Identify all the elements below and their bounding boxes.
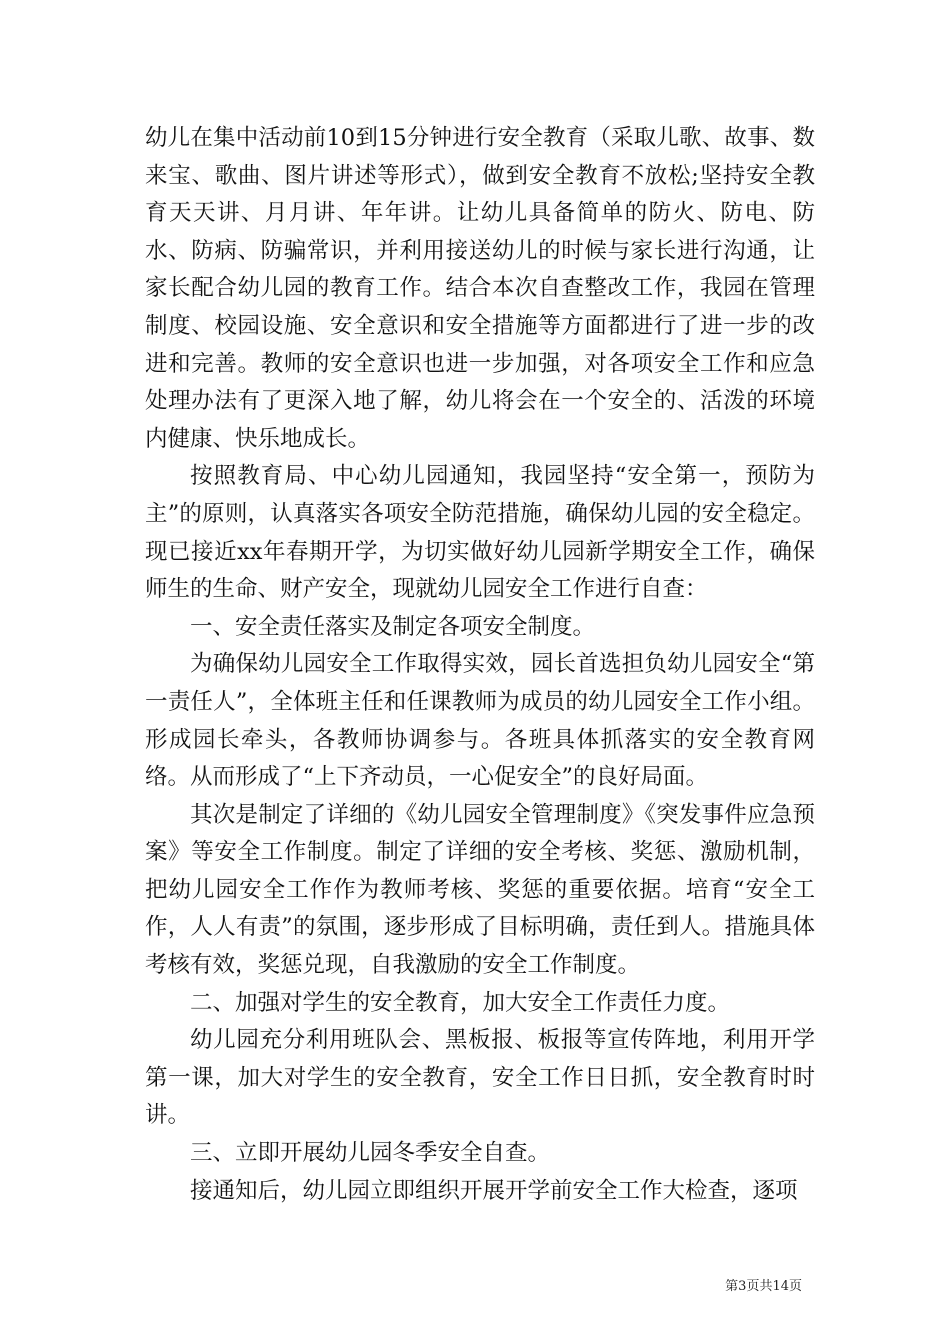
paragraph-4: 其次是制定了详细的《幼儿园安全管理制度》《突发事件应急预案》等安全工作制度。制定了详细的安全考核、奖惩、激励机制，把幼儿园安全工作作为教师考核、奖惩的重要依据。培育“安全工作，人人有责”的氛围，逐步形成了目标明确，责任到人。措施具体考核有效，奖惩兑现，自我激励的安全工作制度。 xyxy=(145,801,815,979)
paragraph-6: 接通知后，幼儿园立即组织开展开学前安全工作大检查，逐项 xyxy=(190,1177,798,1204)
paragraph-5: 幼儿园充分利用班队会、黑板报、板报等宣传阵地，利用开学第一课，加大对学生的安全教育，安全工作日日抓，安全教育时时讲。 xyxy=(145,1027,815,1129)
paragraph-3: 为确保幼儿园安全工作取得实效，园长首选担负幼儿园安全“第一责任人”，全体班主任和任课教师为成员的幼儿园安全工作小组。形成园长牵头，各教师协调参与。各班具体抓落实的安全教育网络。从而形成了“上下齐动员，一心促安全”的良好局面。 xyxy=(145,651,815,791)
paragraph-2: 按照教育局、中心幼儿园通知，我园坚持“安全第一，预防为主”的原则，认真落实各项安全防范措施，确保幼儿园的安全稳定。现已接近xx年春期开学，为切实做好幼儿园新学期安全工作，确保师生的生命、财产安全，现就幼儿园安全工作进行自查： xyxy=(145,463,815,603)
section-heading-2: 二、加强对学生的安全教育，加大安全工作责任力度。 xyxy=(190,989,731,1016)
page-number-footer: 第3页共14页 xyxy=(725,1279,802,1294)
section-heading-1: 一、安全责任落实及制定各项安全制度。 xyxy=(190,613,596,640)
document-body xyxy=(145,120,815,1210)
paragraph-1: 幼儿在集中活动前10到15分钟进行安全教育（采取儿歌、故事、数来宝、歌曲、图片讲述等形式），做到安全教育不放松;坚持安全教育天天讲、月月讲、年年讲。让幼儿具备简单的防火、防电、防水、防病、防骗常识，并利用接送幼儿的时候与家长进行沟通，让家长配合幼儿园的教育工作。结合本次自查整改工作，我园在管理制度、校园设施、安全意识和安全措施等方面都进行了进一步的改进和完善。教师的安全意识也进一步加强，对各项安全工作和应急处理办法有了更深入地了解，幼儿将会在一个安全的、活泼的环境内健康、快乐地成长。 xyxy=(145,125,815,452)
section-heading-3: 三、立即开展幼儿园冬季安全自查。 xyxy=(190,1140,551,1167)
